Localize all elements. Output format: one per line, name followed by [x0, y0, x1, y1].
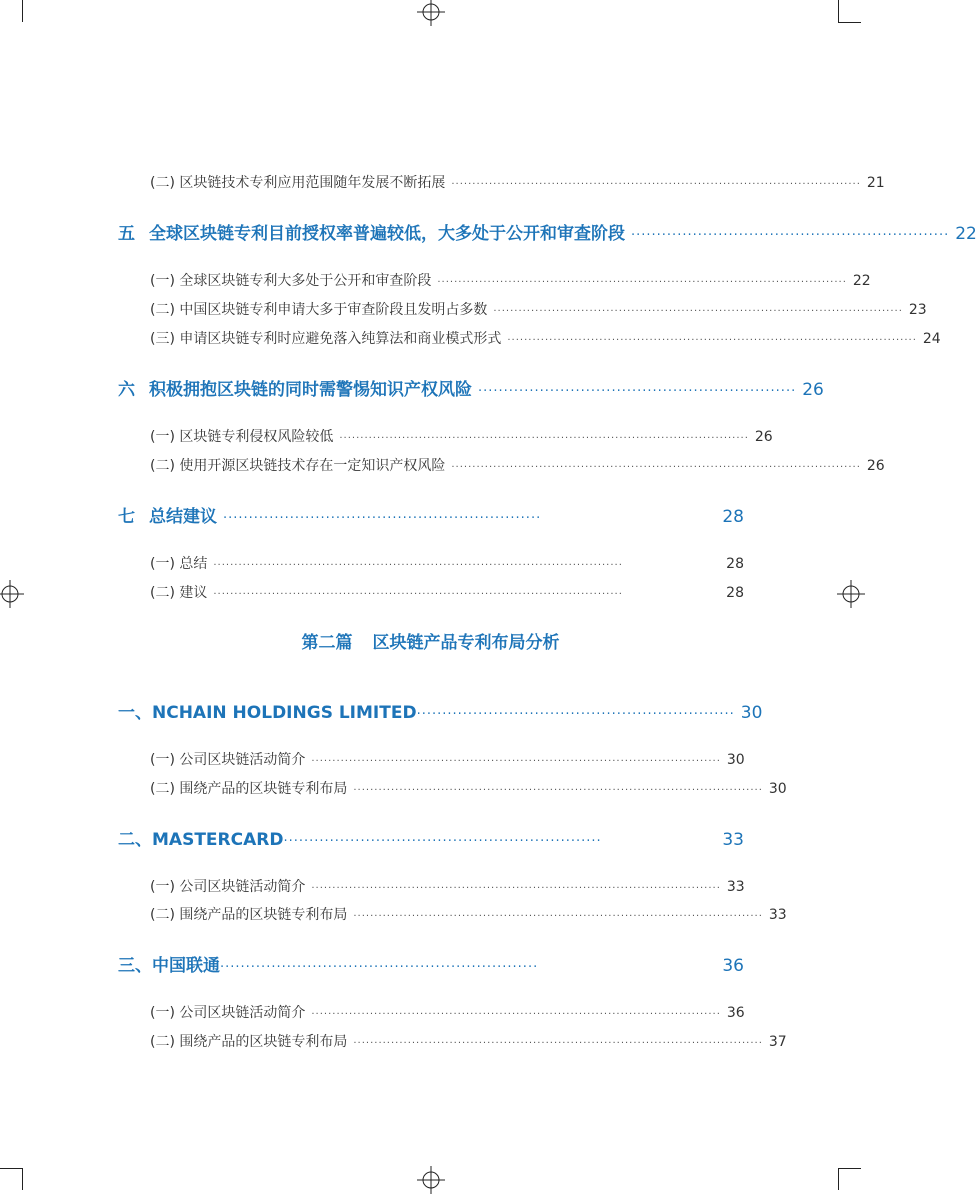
toc-item-page: 28 [726, 585, 744, 601]
chapter-page: 28 [722, 507, 744, 527]
toc-item[interactable] [150, 553, 744, 573]
chapter-title: 全球区块链专利目前授权率普遍较低，大多处于公开和审查阶段 [149, 224, 625, 244]
registration-mark-right-icon [837, 580, 865, 608]
dot-leader: ·································································································· [451, 179, 861, 190]
dot-leader: ·································································································· [213, 589, 623, 600]
toc-item-label: (二) 围绕产品的区块链专利布局 [150, 781, 348, 797]
toc-item-label: (一) 公司区块链活动简介 [150, 1005, 306, 1021]
dot-leader: ······························································ [223, 511, 542, 526]
toc-item-page: 26 [754, 429, 773, 445]
chapter-title: 总结建议 [149, 507, 217, 527]
toc-item[interactable] [150, 749, 744, 769]
toc-item[interactable] [150, 426, 773, 446]
toc-item[interactable] [150, 778, 787, 798]
dot-leader: ·································································································· [507, 335, 917, 346]
toc-item-label: (一) 公司区块链活动简介 [150, 752, 306, 768]
chapter-page: 33 [722, 830, 744, 850]
toc-chapter[interactable] [118, 219, 977, 244]
chapter-number: 五 [118, 224, 135, 244]
dot-leader: ·································································································· [311, 756, 721, 767]
toc-item-page: 22 [852, 273, 871, 289]
toc-chapter[interactable] [118, 502, 744, 527]
chapter-title: 三、中国联通 [118, 956, 220, 976]
toc-item-page: 37 [768, 1034, 787, 1050]
toc-item-page: 30 [768, 781, 787, 797]
toc-item[interactable] [150, 904, 787, 924]
dot-leader: ······························································ [220, 960, 539, 975]
dot-leader: ······························································ [416, 707, 735, 722]
toc-chapter[interactable] [118, 698, 763, 723]
dot-leader: ·································································································· [311, 1009, 721, 1020]
dot-leader: ·································································································· [353, 785, 763, 796]
part-number: 第二篇 [301, 633, 353, 653]
toc-item-page: 21 [866, 175, 885, 191]
dot-leader: ·································································································· [339, 433, 749, 444]
dot-leader: ·································································································· [493, 306, 903, 317]
dot-leader: ·································································································· [353, 1038, 763, 1049]
toc-item-label: (一) 公司区块链活动简介 [150, 879, 306, 895]
toc-item-label: (二) 围绕产品的区块链专利布局 [150, 907, 348, 923]
chapter-title: 一、NCHAIN HOLDINGS LIMITED [118, 703, 417, 723]
dot-leader: ·································································································· [451, 462, 861, 473]
part-title: 区块链产品专利布局分析 [372, 633, 560, 653]
toc-chapter[interactable] [118, 375, 824, 400]
toc-item-page: 28 [726, 556, 744, 572]
toc-item-label: (三) 申请区块链专利时应避免落入纯算法和商业模式形式 [150, 331, 502, 347]
chapter-page: 36 [722, 956, 744, 976]
toc-item-page: 24 [922, 331, 941, 347]
chapter-page: 30 [740, 703, 763, 723]
chapter-page: 26 [802, 380, 824, 400]
toc-item-page: 33 [768, 907, 787, 923]
toc-item-label: (二) 围绕产品的区块链专利布局 [150, 1034, 348, 1050]
toc-item-label: (二) 中国区块链专利申请大多于审查阶段且发明占多数 [150, 302, 488, 318]
chapter-number: 六 [118, 380, 135, 400]
dot-leader: ·································································································· [353, 911, 763, 922]
registration-mark-left-icon [0, 580, 24, 608]
toc-item[interactable] [150, 455, 885, 475]
toc-item[interactable] [150, 270, 871, 290]
toc-item[interactable] [150, 1002, 744, 1022]
toc-item-label: (一) 全球区块链专利大多处于公开和审查阶段 [150, 273, 432, 289]
toc-item[interactable] [150, 582, 744, 602]
toc-item-label: (一) 总结 [150, 556, 208, 572]
dot-leader: ·································································································· [437, 277, 847, 288]
toc-item-label: (二) 使用开源区块链技术存在一定知识产权风险 [150, 458, 446, 474]
toc-item[interactable] [150, 172, 885, 192]
toc-item[interactable] [150, 876, 744, 896]
toc-chapter[interactable] [118, 825, 744, 850]
part-heading [0, 628, 861, 653]
toc-item-page: 23 [908, 302, 927, 318]
toc-item-page: 36 [726, 1005, 745, 1021]
toc-chapter[interactable] [118, 951, 744, 976]
toc-item[interactable] [150, 299, 927, 319]
toc-item[interactable] [150, 1031, 787, 1051]
toc-item-page: 26 [866, 458, 885, 474]
toc-item-label: (二) 建议 [150, 585, 208, 601]
registration-mark-top-icon [417, 0, 445, 26]
toc-item[interactable] [150, 328, 941, 348]
chapter-title: 二、MASTERCARD [118, 830, 284, 850]
toc-item-label: (一) 区块链专利侵权风险较低 [150, 429, 334, 445]
toc-item-page: 33 [726, 879, 745, 895]
chapter-title: 积极拥抱区块链的同时需警惕知识产权风险 [149, 380, 472, 400]
dot-leader: ······························································ [631, 228, 950, 243]
toc-item-page: 30 [726, 752, 745, 768]
dot-leader: ·································································································· [213, 560, 623, 571]
chapter-number: 七 [118, 507, 135, 527]
dot-leader: ······························································ [478, 384, 797, 399]
toc-item-label: (二) 区块链技术专利应用范围随年发展不断拓展 [150, 175, 446, 191]
dot-leader: ······························································ [283, 834, 602, 849]
registration-mark-bottom-icon [417, 1166, 445, 1194]
chapter-page: 22 [955, 224, 977, 244]
dot-leader: ·································································································· [311, 883, 721, 894]
